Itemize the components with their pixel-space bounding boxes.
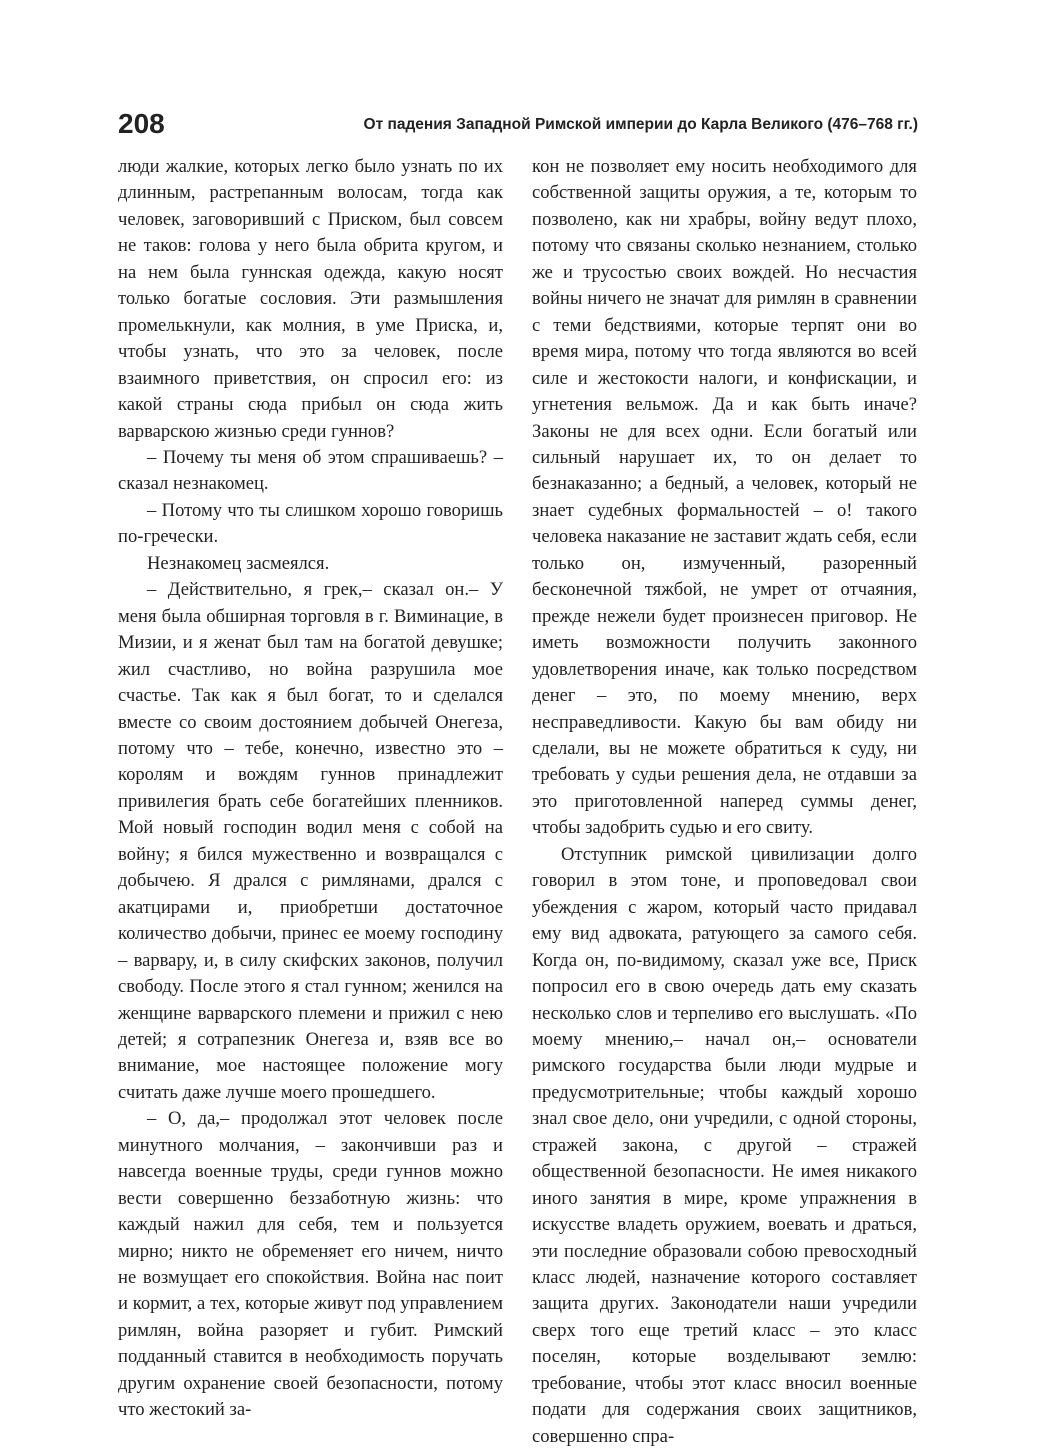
paragraph: кон не позволяет ему носить необходимого для собственной защиты оружия, а те, которым то позволено, как ни храбры, войну ведут плохо, потому что связаны сколько незнанием, столько же и трусостью своих вождей. Но несчастия войны ничего не значат для римлян в сравнении с теми бедствиями, которые терпят они во время мира, потому что тогда являются во всей силе и жестокости налоги, и конфискации, и угнетения вельмож. Да и как быть иначе? Законы не для всех одни. Если богатый или сильный нарушает их, то он делает то безнаказанно; а бедный, а человек, который не знает судебных формальностей – о! такого человека наказание не заставит ждать себя, если только он, измученный, разоренный бесконечной тяжбой, не умрет от отчаяния, прежде нежели будет произнесен приговор. Не иметь возможности получить законного удовлетворения иначе, как только посредством денег – это, по моему мнению, верх несправедливости. Какую бы вам обиду ни сделали, вы не можете обратиться к суду, ни требовать у судьи решения дела, не отдавши за это приготовленной наперед суммы денег, чтобы задобрить судью и его свиту. [532,156,917,839]
paragraph: люди жалкие, которых легко было узнать по их длинным, растрепанным волосам, тогда как человек, заговоривший с Приском, был совсем не таков: голова у него была обрита кругом, и на нем была гуннская одежда, какую носят только богатые сословия. Эти размышления промелькнули, как молния, в уме Приска, и, чтобы узнать, что это за человек, после взаимного приветствия, он спросил его: из какой страны сюда прибыл он сюда жить варварскою жизнью среди гуннов? [118,156,503,442]
right-column [532,154,917,1450]
paragraph: Незнакомец засмеялся. [147,552,330,574]
left-column [118,154,503,1424]
running-title: От падения Западной Римской империи до Карла Великого (476–768 гг.) [363,116,918,133]
paragraph: Отступник римской цивилизации долго говорил в этом тоне, и проповедовал свои убеждения с жаром, который часто придавал ему вид адвоката, ратующего за самого себя. Когда он, по-видимому, сказал уже все, Приск попросил его в свою очередь дать ему сказать несколько слов и терпеливо его выслушать. «По моему мнению,– начал он,– основатели римского государства были люди мудрые и предусмотрительные; чтобы каждый хорошо знал свое дело, они учредили, с одной стороны, стражей закона, с другой – стражей общественной безопасности. Не имея никакого иного занятия в мире, кроме упражнения в искусстве владеть оружием, воевать и драться, эти последние образовали собою превосходный класс людей, назначение которого составляет защита других. Законодатели наши учредили сверх того еще третий класс – это класс поселян, которые возделывают землю: требование, чтобы этот класс вносил военные подати для содержания своих защитников, совершенно спра- [532,843,917,1447]
paragraph: – Почему ты меня об этом спрашиваешь? – сказал незнакомец. [118,446,503,495]
page-header [118,108,918,148]
paragraph: – О, да,– продолжал этот человек после минутного молчания, – закончивши раз и навсегда военные труды, среди гуннов можно вести совершенно беззаботную жизнь: что каждый нажил для себя, тем и пользуется мирно; никто не обременяет его ничем, ничто не возмущает его спокойствия. Война нас поит и кормит, а тех, которые живут под управлением римлян, война разоряет и губит. Римский подданный ставится в необходимость поручать другим охранение своей безопасности, потому что жестокий за- [118,1108,503,1421]
paragraph: – Действительно, я грек,– сказал он.– У меня была обширная торговля в г. Виминацие, в Мизии, и я женат был там на богатой девушке; жил счастливо, но война разрушила мое счастье. Так как я был богат, то и сделался вместе со своим достоянием добычей Онегеза, потому что – тебе, конечно, известно это – королям и вождям гуннов принадлежит привилегия брать себе богатейших пленников. Мой новый господин водил меня с собой на войну; я бился мужественно и возвращался с добычею. Я дрался с римлянами, дрался с акатцирами и, приобретши достаточное количество добычи, принес ее моему господину – варвару, и, в силу скифских законов, получил свободу. После этого я стал гунном; женился на женщине варварского племени и прижил с нею детей; я сотрапезник Онегеза и, взяв все во внимание, мое настоящее положение могу считать даже лучше моего прошедшего. [118,579,503,1103]
paragraph: – Потому что ты слишком хорошо говоришь по-гречески. [118,499,503,548]
page-number: 208 [118,108,165,139]
